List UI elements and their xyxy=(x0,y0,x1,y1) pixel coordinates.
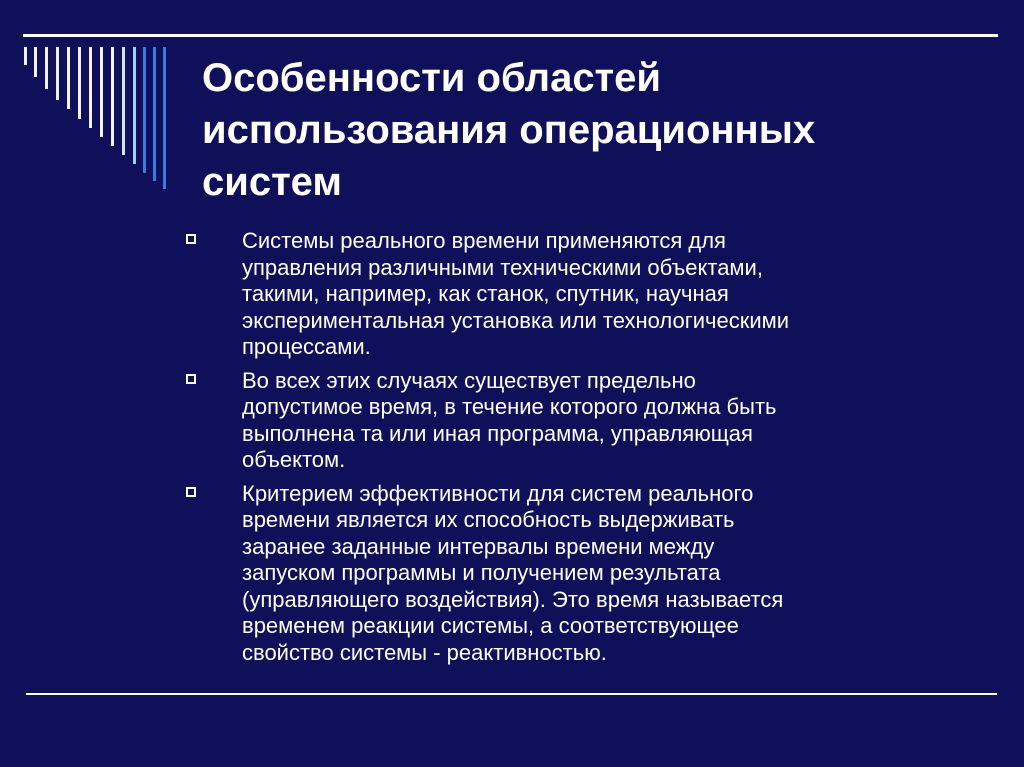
decorative-bar xyxy=(89,47,92,128)
decorative-bar xyxy=(133,47,136,164)
title-line: систем xyxy=(202,160,342,204)
bullet-text: Системы реального времени применяются для управления различными техническими объектами, такими, например, как станок, спутник, научная экспериментальная установка или технологическими процессами. xyxy=(242,228,790,359)
decorative-bar xyxy=(100,47,103,137)
bullet-item xyxy=(186,228,986,361)
bullet-text: Во всех этих случаях существует предельно допустимое время, в течение которого должна быть выполнена та или иная программа, управляющая объектом. xyxy=(242,367,777,472)
decorative-bar xyxy=(56,47,59,100)
decorative-bar xyxy=(111,47,114,146)
title-line: Особенности областей xyxy=(202,56,661,100)
bottom-divider-line xyxy=(26,693,997,695)
decorative-bar xyxy=(45,47,48,89)
hollow-square-bullet-icon xyxy=(186,234,196,244)
title-line: использования операционных xyxy=(202,108,816,152)
decorative-bar xyxy=(153,47,156,181)
bullet-text: Критерием эффективности для систем реального времени является их способность выдерживать заранее заданные интервалы времени между запуском программы и получением результата (управляющего воздействия). Это время называется временем реакции системы, а соответствующее свойство системы - реактивностью. xyxy=(242,480,784,665)
hollow-square-bullet-icon xyxy=(186,487,196,497)
decorative-bar xyxy=(163,47,166,189)
decorative-bar xyxy=(67,47,70,109)
decorative-bar xyxy=(78,47,81,119)
bullet-list xyxy=(186,228,986,673)
decorative-bar xyxy=(34,47,37,77)
decorative-bars xyxy=(0,0,200,220)
decorative-bar xyxy=(122,47,125,155)
decorative-bar xyxy=(143,47,146,173)
slide-title xyxy=(202,52,1002,208)
hollow-square-bullet-icon xyxy=(186,374,196,384)
bullet-item xyxy=(186,481,986,667)
decorative-bar xyxy=(24,47,27,65)
bullet-item xyxy=(186,368,986,474)
